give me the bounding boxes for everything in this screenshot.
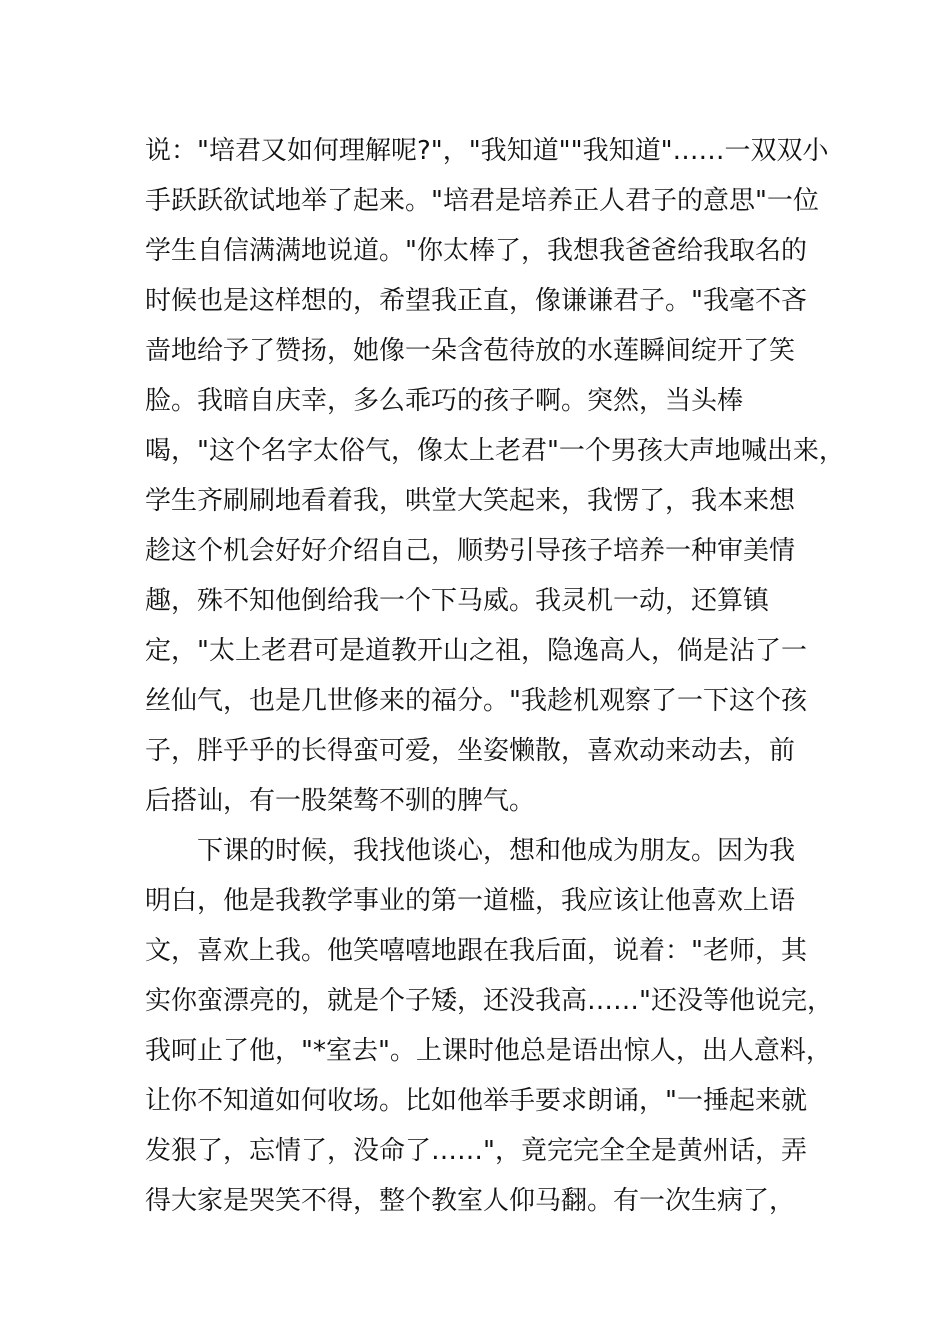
text-line: 时候也是这样想的，希望我正直，像谦谦君子。"我毫不吝 (145, 286, 807, 316)
text-line: 子，胖乎乎的长得蛮可爱，坐姿懒散，喜欢动来动去，前 (145, 736, 796, 766)
text-line: 啬地给予了赞扬，她像一朵含苞待放的水莲瞬间绽开了笑 (145, 336, 796, 366)
text-line: 丝仙气，也是几世修来的福分。"我趁机观察了一下这个孩 (145, 686, 807, 716)
text-line: 定，"太上老君可是道教开山之祖，隐逸高人，倘是沾了一 (145, 636, 807, 666)
text-line: 文，喜欢上我。他笑嘻嘻地跟在我后面，说着："老师，其 (145, 936, 807, 966)
text-line: 学生自信满满地说道。"你太棒了，我想我爸爸给我取名的 (145, 236, 807, 266)
text-line: 实你蛮漂亮的，就是个子矮，还没我高……"还没等他说完， (145, 986, 833, 1016)
text-line: 脸。我暗自庆幸，多么乖巧的孩子啊。突然，当头棒 (145, 386, 744, 416)
text-line: 喝，"这个名字太俗气，像太上老君"一个男孩大声地喊出来， (145, 436, 845, 466)
text-line: 发狠了，忘情了，没命了……"，竟完完全全是黄州话，弄 (145, 1136, 807, 1166)
text-line: 得大家是哭笑不得，整个教室人仰马翻。有一次生病了， (145, 1186, 796, 1216)
text-line: 说："培君又如何理解呢?"，"我知道""我知道"……一双双小 (145, 136, 829, 166)
text-line: 让你不知道如何收场。比如他举手要求朗诵，"一捶起来就 (145, 1086, 807, 1116)
text-line: 趁这个机会好好介绍自己，顺势引导孩子培养一种审美情 (145, 536, 796, 566)
paragraph-start-line: 下课的时候，我找他谈心，想和他成为朋友。因为我 (145, 836, 796, 866)
text-line: 我呵止了他，"*室去"。上课时他总是语出惊人，出人意料， (145, 1036, 832, 1066)
text-line: 手跃跃欲试地举了起来。"培君是培养正人君子的意思"一位 (145, 186, 819, 216)
text-line: 明白，他是我教学事业的第一道槛，我应该让他喜欢上语 (145, 886, 796, 916)
text-line: 趣，殊不知他倒给我一个下马威。我灵机一动，还算镇 (145, 586, 770, 616)
text-line: 后搭讪，有一股桀骜不驯的脾气。 (145, 786, 536, 816)
text-line: 学生齐刷刷地看着我，哄堂大笑起来，我愣了，我本来想 (145, 486, 796, 516)
